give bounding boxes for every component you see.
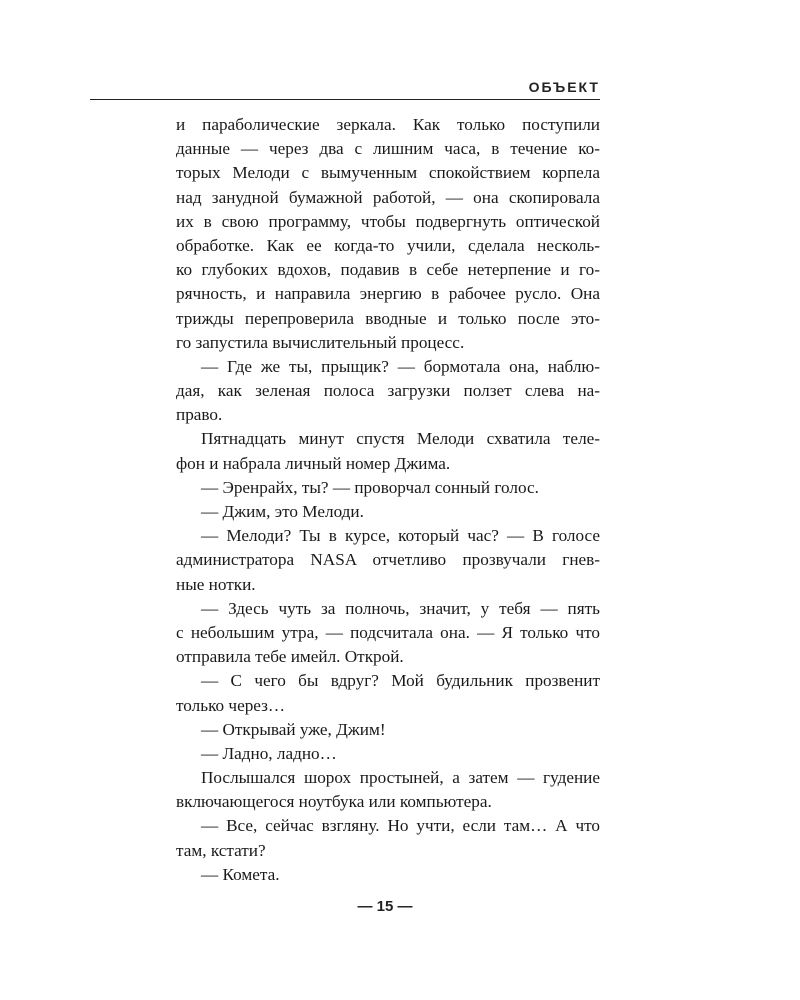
- text-line: — Все, сейчас взгляну. Но учти, если там… А что: [201, 816, 600, 836]
- text-line: го запустила вычислительный процесс.: [176, 332, 465, 352]
- text-line: включающегося ноутбука или компьютера.: [176, 792, 492, 812]
- text-line: — С чего бы вдруг? Мой будильник прозвенит: [201, 671, 600, 691]
- text-line: там, кстати?: [176, 840, 266, 860]
- text-line: — Где же ты, прыщик? — бормотала она, наблю-: [201, 356, 600, 376]
- body-text: [176, 113, 600, 887]
- text-line: — Джим, это Мелоди.: [201, 502, 364, 521]
- page-number: — 15 —: [357, 898, 413, 915]
- text-line: над занудной бумажной работой, — она скопировала: [176, 187, 600, 207]
- text-line: и параболические зеркала. Как только поступили: [176, 115, 600, 134]
- text-line: фон и набрала личный номер Джима.: [176, 453, 451, 473]
- text-line: только через…: [176, 695, 286, 715]
- text-line: — Эренрайх, ты? — проворчал сонный голос.: [201, 477, 539, 497]
- text-line: право.: [176, 405, 223, 425]
- text-line: Пятнадцать минут спустя Мелоди схватила теле-: [201, 429, 600, 449]
- text-line: ные нотки.: [176, 574, 256, 594]
- text-line: отправила тебе имейл. Открой.: [176, 647, 404, 667]
- text-line: — Здесь чуть за полночь, значит, у тебя — пять: [201, 598, 600, 618]
- header-rule: [90, 99, 600, 100]
- text-line: — Открывай уже, Джим!: [201, 719, 386, 739]
- text-line: их в свою программу, чтобы подвергнуть оптической: [176, 211, 600, 231]
- text-line: — Мелоди? Ты в курсе, который час? — В голосе: [201, 526, 600, 546]
- text-line: рячность, и направила энергию в рабочее русло. Она: [176, 284, 600, 304]
- text-line: — Комета.: [201, 864, 280, 884]
- text-line: администратора NASA отчетливо прозвучали гнев-: [176, 550, 600, 570]
- text-line: дая, как зеленая полоса загрузки ползет слева на-: [176, 381, 600, 401]
- text-line: трижды перепроверила вводные и только после это-: [176, 308, 600, 328]
- text-line: обработке. Как ее когда-то учили, сделала несколь-: [176, 235, 600, 255]
- text-line: Послышался шорох простыней, а затем — гудение: [201, 768, 600, 788]
- text-line: с небольшим утра, — подсчитала она. — Я только что: [176, 622, 600, 642]
- text-line: данные — через два с лишним часа, в течение ко-: [176, 139, 600, 159]
- text-line: — Ладно, ладно…: [201, 743, 337, 763]
- text-line: ко глубоких вдохов, подавив в себе нетерпение и го-: [176, 260, 600, 280]
- text-line: торых Мелоди с вымученным спокойствием корпела: [176, 163, 600, 183]
- running-header-title: ОБЪЕКТ: [528, 79, 600, 95]
